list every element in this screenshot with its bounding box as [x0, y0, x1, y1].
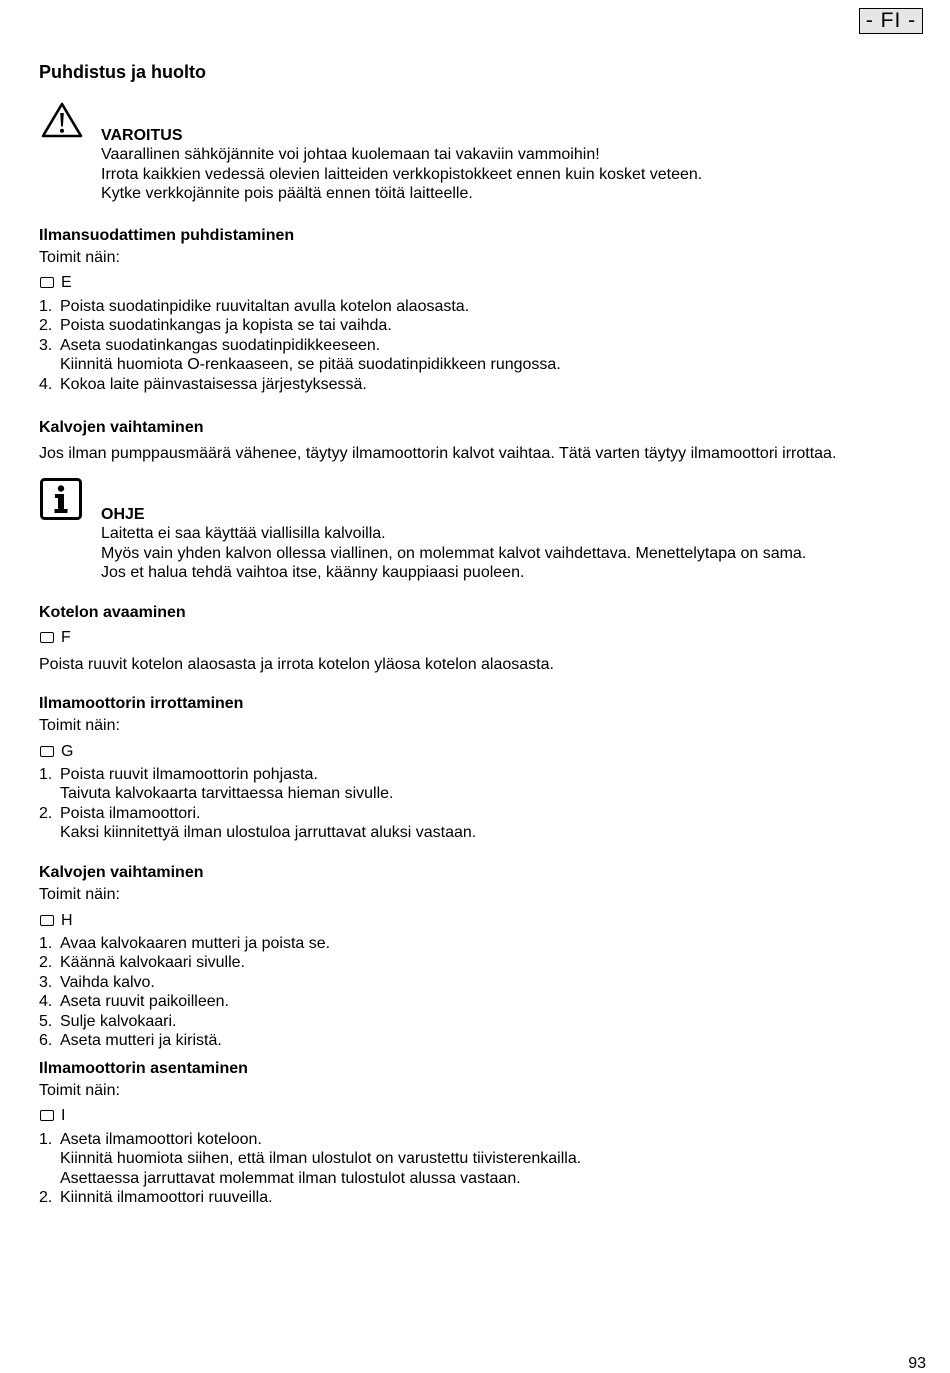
warning-line: Kytke verkkojännite pois päältä ennen töitä laitteelle. [101, 185, 473, 203]
step-number: 1. [39, 766, 53, 783]
figure-ref [39, 628, 71, 647]
step-text: Kokoa laite päinvastaisessa järjestyksessä. [60, 375, 367, 393]
section-heading: Ilmansuodattimen puhdistaminen [39, 227, 295, 244]
list-item [39, 765, 476, 804]
step-number: 2. [39, 954, 53, 972]
paragraph: Poista ruuvit kotelon alaosasta ja irrota kotelon yläosa kotelon alaosasta. [39, 656, 554, 673]
warning-line: Irrota kaikkien vedessä olevien laitteiden verkkopistokkeet ennen kuin kosket veteen. [101, 165, 703, 183]
step-number: 1. [39, 935, 53, 952]
page-title: Puhdistus ja huolto [39, 62, 206, 82]
step-text: Sulje kalvokaari. [60, 1012, 177, 1030]
list-item [39, 316, 561, 335]
section-heading: Kalvojen vaihtaminen [39, 419, 204, 436]
step-list [39, 1130, 581, 1208]
info-icon [40, 478, 82, 520]
step-text: Poista ilmamoottori. [60, 804, 201, 822]
list-item [39, 336, 561, 375]
figure-label: E [61, 274, 72, 291]
list-item [39, 1031, 330, 1050]
section-intro: Toimit näin: [39, 886, 120, 903]
list-item [39, 804, 476, 843]
step-text: Vaihda kalvo. [60, 973, 155, 991]
list-item [39, 1130, 581, 1188]
step-list [39, 297, 561, 394]
figure-ref [39, 742, 73, 761]
step-number: 6. [39, 1032, 53, 1050]
figure-ref [39, 273, 72, 292]
list-item [39, 1188, 581, 1207]
page-number: 93 [908, 1355, 926, 1372]
step-number: 2. [39, 1189, 53, 1207]
step-text: Kiinnitä huomiota O-renkaaseen, se pitää suodatinpidikkeen rungossa. [60, 356, 561, 374]
note-title: OHJE [101, 506, 145, 523]
step-text: Poista suodatinkangas ja kopista se tai vaihda. [60, 317, 392, 335]
step-text: Taivuta kalvokaarta tarvittaessa hieman sivulle. [60, 785, 394, 803]
list-item [39, 973, 330, 992]
figure-label: F [61, 629, 71, 646]
list-item [39, 375, 561, 394]
warning-line: Vaarallinen sähköjännite voi johtaa kuolemaan tai vakaviin vammoihin! [101, 146, 600, 164]
list-item [39, 992, 330, 1011]
list-item [39, 953, 330, 972]
step-list [39, 934, 330, 1050]
step-text: Aseta suodatinkangas suodatinpidikkeeseen. [60, 336, 381, 354]
step-number: 3. [39, 336, 53, 354]
figure-box-icon [40, 632, 54, 643]
section-intro: Toimit näin: [39, 249, 120, 266]
step-text: Aseta ruuvit paikoilleen. [60, 993, 229, 1011]
step-number: 2. [39, 804, 53, 822]
section-heading: Kalvojen vaihtaminen [39, 864, 204, 881]
step-text: Poista ruuvit ilmamoottorin pohjasta. [60, 766, 318, 783]
warning-triangle-icon [40, 101, 84, 139]
step-number: 5. [39, 1012, 53, 1030]
list-item [39, 934, 330, 953]
note-line: Jos et halua tehdä vaihtoa itse, käänny kauppiaasi puoleen. [101, 564, 525, 582]
figure-box-icon [40, 746, 54, 757]
figure-ref [39, 1106, 65, 1125]
step-text: Kiinnitä huomiota siihen, että ilman ulostulot on varustettu tiivisterenkailla. [60, 1150, 582, 1168]
section-heading: Ilmamoottorin irrottaminen [39, 695, 244, 712]
step-text: Kiinnitä ilmamoottori ruuveilla. [60, 1189, 273, 1207]
step-number: 4. [39, 375, 53, 393]
language-badge: - FI - [859, 8, 923, 34]
paragraph: Jos ilman pumppausmäärä vähenee, täytyy ilmamoottorin kalvot vaihtaa. Tätä varten täytyy ilmamoottori irrottaa. [39, 445, 837, 462]
figure-ref [39, 911, 73, 930]
step-text: Avaa kalvokaaren mutteri ja poista se. [60, 935, 331, 952]
figure-label: I [61, 1107, 66, 1124]
list-item [39, 297, 561, 316]
step-number: 4. [39, 993, 53, 1011]
step-number: 2. [39, 317, 53, 335]
step-number: 3. [39, 973, 53, 991]
figure-label: G [61, 743, 74, 760]
section-heading: Ilmamoottorin asentaminen [39, 1060, 248, 1077]
figure-label: H [61, 912, 73, 929]
step-number: 1. [39, 298, 53, 315]
warning-block [101, 126, 702, 204]
step-text: Aseta ilmamoottori koteloon. [60, 1131, 262, 1148]
figure-box-icon [40, 915, 54, 926]
section-intro: Toimit näin: [39, 1082, 120, 1099]
step-number: 1. [39, 1131, 53, 1148]
note-line: Myös vain yhden kalvon ollessa viallinen, on molemmat kalvot vaihdettava. Menettelytapa on sama. [101, 544, 807, 562]
note-block [101, 505, 806, 583]
section-intro: Toimit näin: [39, 717, 120, 734]
section-heading: Kotelon avaaminen [39, 604, 186, 621]
note-line: Laitetta ei saa käyttää viallisilla kalvoilla. [101, 525, 386, 543]
list-item [39, 1012, 330, 1031]
step-list [39, 765, 476, 843]
figure-box-icon [40, 1110, 54, 1121]
step-text: Käännä kalvokaari sivulle. [60, 954, 245, 972]
figure-box-icon [40, 277, 54, 288]
warning-title: VAROITUS [101, 127, 183, 144]
step-text: Poista suodatinpidike ruuvitaltan avulla kotelon alaosasta. [60, 298, 470, 315]
step-text: Asettaessa jarruttavat molemmat ilman tulostulot alussa vastaan. [60, 1169, 521, 1187]
step-text: Kaksi kiinnitettyä ilman ulostuloa jarruttavat aluksi vastaan. [60, 824, 477, 842]
step-text: Aseta mutteri ja kiristä. [60, 1032, 222, 1050]
